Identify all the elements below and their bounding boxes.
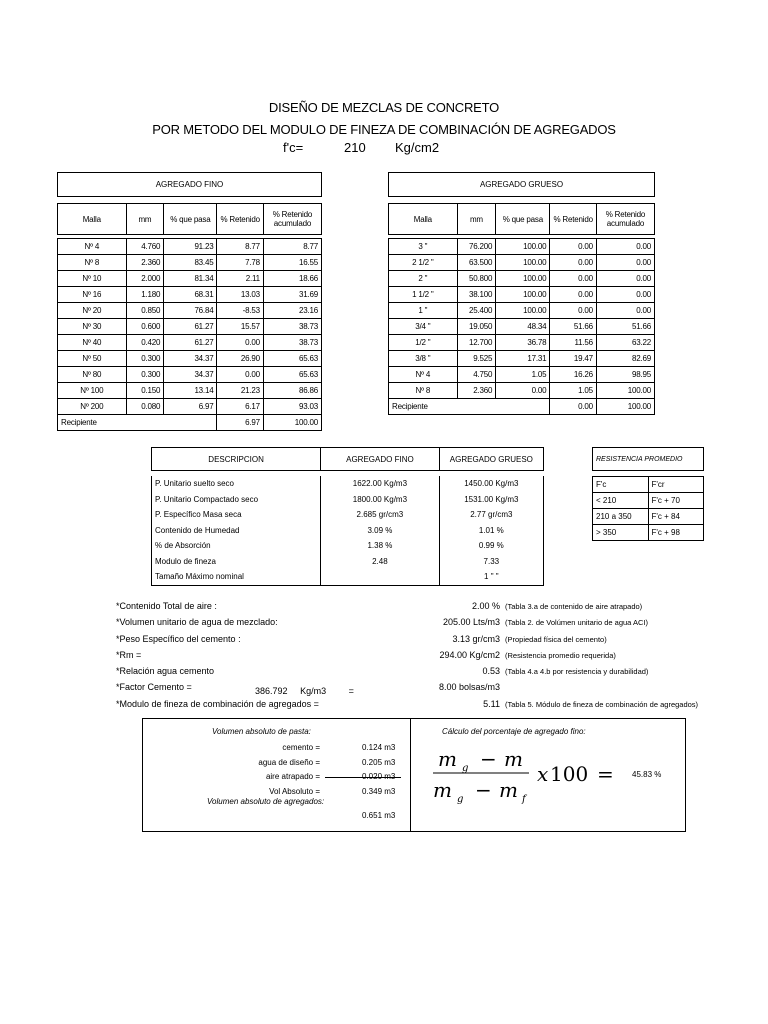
description-cell: P. Unitario suelto seco	[152, 476, 321, 492]
resistance-cell: 210 a 350	[593, 509, 649, 525]
sieve-cell: 17.31	[496, 351, 550, 367]
pasta-item-label: cemento =	[282, 743, 320, 752]
column-header: % Retenido	[217, 204, 263, 235]
column-header: % que pasa	[496, 204, 550, 235]
parameter-note: (Resistencia promedio requerida)	[505, 650, 616, 660]
recipiente-ret: 6.97	[217, 415, 263, 431]
description-row	[152, 569, 544, 585]
pasta-title: Volumen absoluto de pasta:	[212, 727, 311, 736]
column-header: mm	[457, 204, 496, 235]
description-body	[152, 476, 544, 585]
resistance-cell: F'c + 70	[648, 493, 704, 509]
sieve-cell: 0.00	[596, 303, 654, 319]
parameter-note: (Tabla 5. Módulo de fineza de combinación de agregados)	[505, 699, 699, 709]
sieve-cell: 98.95	[596, 367, 654, 383]
resistance-cell: F'c + 84	[648, 509, 704, 525]
sieve-cell: 1/2 "	[389, 335, 458, 351]
svg-text:m: m	[433, 778, 452, 802]
sieve-cell: 100.00	[496, 239, 550, 255]
sieve-cell: 61.27	[164, 319, 217, 335]
sieve-cell: 6.97	[164, 399, 217, 415]
resistance-cell: F'cr	[648, 477, 704, 493]
sieve-cell: 91.23	[164, 239, 217, 255]
fc-label: f'c=	[283, 140, 304, 155]
sieve-cell: 61.27	[164, 335, 217, 351]
description-row	[152, 554, 544, 570]
sieve-cell: 100.00	[496, 303, 550, 319]
sieve-cell: 48.34	[496, 319, 550, 335]
sieve-row	[58, 239, 322, 255]
column-header: mm	[126, 204, 164, 235]
sieve-cell: 81.34	[164, 271, 217, 287]
sieve-row	[389, 271, 655, 287]
header-row	[152, 448, 544, 471]
sieve-cell: 3 "	[389, 239, 458, 255]
sieve-cell: 100.00	[496, 287, 550, 303]
sieve-cell: Nº 10	[58, 271, 127, 287]
calculo-title: Cálculo del porcentaje de agregado fino:	[442, 727, 586, 736]
pasta-item-label: Vol Absoluto =	[269, 786, 320, 796]
sieve-cell: Nº 8	[58, 255, 127, 271]
parameter-label: *Volumen unitario de agua de mezclado:	[116, 617, 278, 628]
sieve-cell: 13.14	[164, 383, 217, 399]
sieve-row	[389, 239, 655, 255]
sieve-cell: Nº 30	[58, 319, 127, 335]
sieve-cell: 21.23	[217, 383, 263, 399]
svg-text:m: m	[438, 747, 457, 771]
sieve-cell: 0.300	[126, 351, 164, 367]
column-header: % Retenido acumulado	[263, 204, 321, 235]
sieve-cell: -8.53	[217, 303, 263, 319]
recipiente-row	[389, 399, 655, 415]
column-header: AGREGADO GRUESO	[439, 448, 543, 471]
description-table	[151, 447, 544, 586]
sieve-cell: 0.00	[596, 239, 654, 255]
sieve-cell: 51.66	[596, 319, 654, 335]
header-row	[58, 204, 322, 235]
sieve-cell: 34.37	[164, 367, 217, 383]
sieve-cell: Nº 40	[58, 335, 127, 351]
description-cell: 2.77 gr/cm3	[439, 507, 543, 523]
sieve-cell: 2.000	[126, 271, 164, 287]
sieve-cell: 38.73	[263, 335, 321, 351]
sieve-cell: 1 1/2 "	[389, 287, 458, 303]
sieve-cell: 26.90	[217, 351, 263, 367]
resistance-row	[593, 493, 704, 509]
description-cell: 1622.00 Kg/m3	[321, 476, 440, 492]
sieve-cell: 4.760	[126, 239, 164, 255]
sieve-cell: 8.77	[263, 239, 321, 255]
parameter-label: *Contenido Total de aire :	[116, 601, 217, 611]
description-cell: 1.01 %	[439, 523, 543, 539]
sieve-cell: 100.00	[496, 255, 550, 271]
pasta-item-value: 0.124 m3	[362, 743, 396, 752]
sieve-cell: 76.200	[457, 239, 496, 255]
sieve-row	[389, 303, 655, 319]
sieve-cell: 34.37	[164, 351, 217, 367]
sieve-cell: 2.360	[126, 255, 164, 271]
description-cell	[321, 569, 440, 585]
description-cell: Modulo de fineza	[152, 554, 321, 570]
sieve-row	[389, 367, 655, 383]
agregados-value: 0.651 m3	[362, 811, 396, 820]
sieve-cell: 0.00	[550, 303, 596, 319]
fc-line	[0, 140, 768, 156]
sieve-cell: 50.800	[457, 271, 496, 287]
sieve-cell: 0.00	[496, 383, 550, 399]
sieve-cell: 0.00	[550, 255, 596, 271]
sieve-cell: 100.00	[596, 383, 654, 399]
sieve-cell: 16.26	[550, 367, 596, 383]
parameter-note: (Tabla 3.a de contenido de aire atrapado)	[505, 602, 643, 611]
sieve-cell: 19.47	[550, 351, 596, 367]
sieve-cell: Nº 200	[58, 399, 127, 415]
fc-unit: Kg/cm2	[395, 140, 440, 155]
sieve-cell: 4.750	[457, 367, 496, 383]
sieve-cell: Nº 80	[58, 367, 127, 383]
pasta-item-value: 0.349 m3	[362, 786, 396, 796]
fino-title: AGREGADO FINO	[57, 172, 322, 197]
sieve-cell: 12.700	[457, 335, 496, 351]
resistance-title: RESISTENCIA PROMEDIO	[593, 448, 704, 471]
sieve-row	[58, 383, 322, 399]
sieve-cell: 2.11	[217, 271, 263, 287]
sieve-cell: 23.16	[263, 303, 321, 319]
sieve-row	[58, 303, 322, 319]
sieve-cell: 8.77	[217, 239, 263, 255]
sieve-row	[58, 335, 322, 351]
description-cell: P. Específico Masa seca	[152, 507, 321, 523]
sieve-row	[58, 351, 322, 367]
sieve-cell: Nº 50	[58, 351, 127, 367]
resistance-cell: F'c	[593, 477, 649, 493]
resistance-row	[593, 525, 704, 541]
sieve-cell: 0.00	[217, 335, 263, 351]
recipiente-label: Recipiente	[58, 415, 217, 431]
factor-cemento-detail	[255, 686, 354, 696]
description-cell: 1 " "	[439, 569, 543, 585]
factor-cemento-value: 386.792	[255, 686, 288, 696]
calculo-result: 45.83 %	[632, 770, 662, 779]
sieve-row	[58, 319, 322, 335]
sieve-cell: 65.63	[263, 367, 321, 383]
sieve-row	[389, 351, 655, 367]
svg-text:m: m	[499, 778, 518, 802]
sieve-cell: 2 1/2 "	[389, 255, 458, 271]
sieve-cell: 68.31	[164, 287, 217, 303]
sieve-row	[58, 367, 322, 383]
sieve-cell: 0.00	[596, 287, 654, 303]
svg-text:=: =	[597, 762, 614, 786]
header-row	[593, 448, 704, 471]
parameter-label: *Peso Específico del cemento :	[116, 633, 241, 644]
sieve-cell: 100.00	[496, 271, 550, 287]
pasta-item-value: 0.205 m3	[362, 757, 396, 767]
sieve-cell: 63.22	[596, 335, 654, 351]
sieve-cell: 0.300	[126, 367, 164, 383]
sieve-cell: 3/4 "	[389, 319, 458, 335]
resistance-cell: F'c + 98	[648, 525, 704, 541]
parameter-label: *Factor Cemento =	[116, 682, 192, 693]
sieve-cell: 0.600	[126, 319, 164, 335]
sieve-row	[58, 271, 322, 287]
fine-aggregate-formula	[425, 742, 625, 812]
svg-text:f: f	[522, 794, 526, 805]
svg-text:−: −	[475, 778, 492, 802]
sieve-cell: 9.525	[457, 351, 496, 367]
sieve-cell: 93.03	[263, 399, 321, 415]
parameter-note: (Propiedad física del cemento)	[505, 634, 607, 644]
grueso-title: AGREGADO GRUESO	[388, 172, 655, 197]
parameter-value: 294.00 Kg/cm2	[439, 649, 500, 660]
resistance-row	[593, 509, 704, 525]
description-cell: 2.685 gr/cm3	[321, 507, 440, 523]
recipiente-row	[58, 415, 322, 431]
column-header: % Retenido	[550, 204, 596, 235]
sieve-row	[389, 319, 655, 335]
sieve-cell: 1 "	[389, 303, 458, 319]
pasta-item-label: aire atrapado =	[265, 772, 320, 781]
sieve-row	[389, 255, 655, 271]
sieve-cell: 76.84	[164, 303, 217, 319]
description-cell: P. Unitario Compactado seco	[152, 492, 321, 508]
parameter-note: (Tabla 4.a 4.b por resistencia y durabilidad)	[505, 667, 649, 677]
description-cell: 0.99 %	[439, 538, 543, 554]
fc-value: 210	[344, 140, 366, 155]
sieve-cell: 16.55	[263, 255, 321, 271]
sieve-cell: 1.05	[496, 367, 550, 383]
recipiente-acum: 100.00	[596, 399, 654, 415]
column-header: Malla	[389, 204, 458, 235]
sieve-cell: 0.150	[126, 383, 164, 399]
recipiente-acum: 100.00	[263, 415, 321, 431]
sieve-row	[58, 255, 322, 271]
description-cell: Tamaño Máximo nominal	[152, 569, 321, 585]
sieve-cell: 0.00	[550, 239, 596, 255]
factor-cemento-eq: =	[348, 686, 354, 696]
parameter-value: 0.53	[482, 666, 500, 677]
sieve-cell: 0.080	[126, 399, 164, 415]
sieve-cell: 15.57	[217, 319, 263, 335]
sieve-cell: 51.66	[550, 319, 596, 335]
sieve-cell: 38.73	[263, 319, 321, 335]
svg-text:g: g	[462, 763, 469, 774]
sieve-cell: 25.400	[457, 303, 496, 319]
document-subtitle: POR METODO DEL MODULO DE FINEZA DE COMBINACIÓN DE AGREGADOS	[152, 122, 616, 137]
sieve-row	[58, 287, 322, 303]
sieve-cell: 18.66	[263, 271, 321, 287]
sieve-cell: Nº 4	[389, 367, 458, 383]
sieve-cell: 0.00	[550, 271, 596, 287]
sieve-cell: 82.69	[596, 351, 654, 367]
sieve-cell: 1.05	[550, 383, 596, 399]
agregados-title: Volumen absoluto de agregados:	[207, 797, 325, 806]
svg-text:−: −	[480, 747, 497, 771]
description-row	[152, 476, 544, 492]
description-cell: 1450.00 Kg/m3	[439, 476, 543, 492]
document-title: DISEÑO DE MEZCLAS DE CONCRETO	[268, 100, 500, 115]
sieve-cell: 86.86	[263, 383, 321, 399]
column-header: % que pasa	[164, 204, 217, 235]
grueso-table	[388, 203, 655, 415]
description-cell: 1800.00 Kg/m3	[321, 492, 440, 508]
factor-cemento-unit: Kg/m3	[300, 686, 327, 696]
sieve-cell: 31.69	[263, 287, 321, 303]
resistance-row	[593, 477, 704, 493]
resistance-table	[592, 447, 704, 541]
sieve-cell: 2 "	[389, 271, 458, 287]
column-header: DESCRIPCION	[152, 448, 321, 471]
sieve-cell: 2.360	[457, 383, 496, 399]
parameter-value: 3.13 gr/cm3	[452, 633, 500, 644]
recipiente-label: Recipiente	[389, 399, 550, 415]
sieve-cell: 11.56	[550, 335, 596, 351]
parameter-label: *Rm =	[116, 649, 142, 660]
sieve-cell: 63.500	[457, 255, 496, 271]
description-cell: Contenido de Humedad	[152, 523, 321, 539]
sieve-cell: 3/8 "	[389, 351, 458, 367]
resistance-cell: > 350	[593, 525, 649, 541]
sieve-cell: 19.050	[457, 319, 496, 335]
sieve-row	[58, 399, 322, 415]
column-header: AGREGADO FINO	[321, 448, 440, 471]
description-row	[152, 492, 544, 508]
sieve-cell: 0.00	[596, 271, 654, 287]
sieve-cell: 0.850	[126, 303, 164, 319]
column-header: % Retenido acumulado	[596, 204, 654, 235]
sieve-row	[389, 287, 655, 303]
sieve-cell: 38.100	[457, 287, 496, 303]
volume-divider	[410, 718, 411, 831]
sieve-cell: 1.180	[126, 287, 164, 303]
parameter-value: 8.00 bolsas/m3	[438, 682, 500, 693]
description-cell: 1531.00 Kg/m3	[439, 492, 543, 508]
parameter-note: (Tabla 2. de Volúmen unitario de agua ACI)	[505, 618, 649, 628]
sieve-cell: 0.00	[550, 287, 596, 303]
sieve-cell: 7.78	[217, 255, 263, 271]
description-cell: 3.09 %	[321, 523, 440, 539]
svg-text:100: 100	[550, 762, 589, 786]
sieve-cell: Nº 16	[58, 287, 127, 303]
sieve-cell: Nº 100	[58, 383, 127, 399]
description-cell: % de Absorción	[152, 538, 321, 554]
sieve-cell: Nº 4	[58, 239, 127, 255]
parameter-label: *Relación agua cemento	[116, 666, 215, 677]
sieve-cell: 13.03	[217, 287, 263, 303]
sieve-cell: 0.00	[596, 255, 654, 271]
svg-text:m: m	[504, 747, 523, 771]
sieve-cell: 0.420	[126, 335, 164, 351]
description-cell: 2.48	[321, 554, 440, 570]
parameter-value: 5.11	[483, 698, 500, 709]
svg-text:g: g	[457, 794, 464, 805]
fino-table	[57, 203, 322, 431]
description-row	[152, 507, 544, 523]
sieve-row	[389, 383, 655, 399]
parameter-label: *Modulo de fineza de combinación de agregados =	[116, 698, 319, 709]
svg-text:x: x	[537, 762, 549, 786]
sieve-cell: 65.63	[263, 351, 321, 367]
header-row	[389, 204, 655, 235]
resistance-cell: < 210	[593, 493, 649, 509]
description-row	[152, 538, 544, 554]
column-header: Malla	[58, 204, 127, 235]
sieve-cell: 6.17	[217, 399, 263, 415]
sieve-cell: 83.45	[164, 255, 217, 271]
parameter-value: 2.00 %	[471, 601, 500, 611]
sieve-cell: Nº 8	[389, 383, 458, 399]
sum-line	[325, 777, 401, 778]
parameter-value: 205.00 Lts/m3	[442, 617, 500, 628]
description-cell: 7.33	[439, 554, 543, 570]
sieve-row	[389, 335, 655, 351]
sieve-cell: Nº 20	[58, 303, 127, 319]
sieve-cell: 36.78	[496, 335, 550, 351]
pasta-item-label: agua de diseño =	[258, 757, 320, 767]
description-cell: 1.38 %	[321, 538, 440, 554]
sieve-cell: 0.00	[217, 367, 263, 383]
recipiente-ret: 0.00	[550, 399, 596, 415]
description-row	[152, 523, 544, 539]
